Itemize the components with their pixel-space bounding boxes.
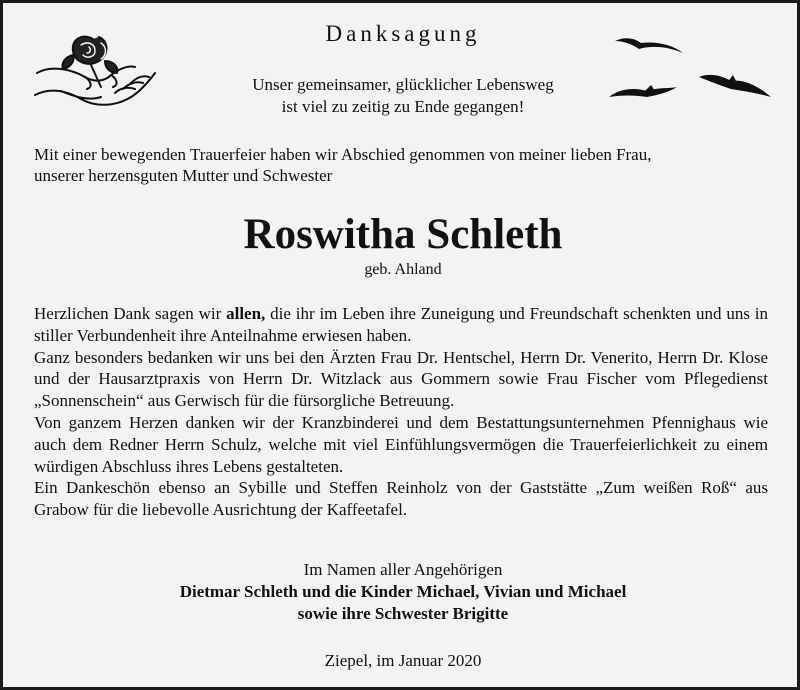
thanks-paragraph: Ein Dankeschön ebenso an Sybille und Steffen Reinholz von der Gaststätte „Zum weißen Roß“ aus Grabow für die liebevolle Ausrichtung der Kaffeetafel.	[34, 478, 768, 520]
page-title: Danksagung	[325, 21, 481, 46]
thanks-paragraph: Ganz besonders bedanken wir uns bei den Ärzten Frau Dr. Hentschel, Herrn Dr. Venerito, Herrn Dr. Klose und der Hausarztpraxis von Herrn Dr. Witzlack aus Gommern sowie Frau Fischer vom Pflegedienst „Sonnenschein“ aus Gerwisch für die fürsorgliche Betreuung.	[34, 347, 768, 411]
motto-line: Unser gemeinsamer, glücklicher Lebensweg	[252, 75, 554, 94]
maiden-name: geb. Ahland	[364, 261, 442, 278]
thanks-emphasis: allen,	[226, 304, 266, 323]
thanks-text-segment: Herzlichen Dank sagen wir	[34, 304, 227, 323]
intro-text	[34, 144, 768, 186]
motto-line: ist viel zu zeitig zu Ende gegangen!	[281, 97, 525, 116]
signature-block	[3, 559, 800, 625]
place-date: Ziepel, im Januar 2020	[324, 651, 482, 670]
deceased-name: Roswitha Schleth	[243, 211, 563, 258]
intro-line: Mit einer bewegenden Trauerfeier haben wir Abschied genommen von meiner lieben Frau,	[34, 145, 652, 164]
intro-line: unserer herzensguten Mutter und Schwester	[34, 166, 333, 185]
signature-intro: Im Namen aller Angehörigen	[303, 560, 503, 579]
thanks-text-segment: die ihr im Leben ihre Zuneigung und Freundschaft schenkten und uns in stiller Verbundenheit ihre Anteilnahme erwiesen haben.	[34, 304, 768, 345]
thanks-paragraph	[34, 303, 768, 347]
motto	[153, 74, 653, 118]
signature-names: Dietmar Schleth und die Kinder Michael, Vivian und Michael	[179, 582, 627, 601]
thanks-text	[34, 303, 768, 521]
thanks-paragraph: Von ganzem Herzen danken wir der Kranzbinderei und dem Bestattungsunternehmen Pfennighaus wie auch dem Redner Herrn Schulz, welche mit viel Einfühlungsvermögen die Trauerfeierlichkeit zu einem würdigen Abschluss ihres Lebens gestalteten.	[34, 412, 768, 476]
signature-names: sowie ihre Schwester Brigitte	[297, 604, 509, 623]
